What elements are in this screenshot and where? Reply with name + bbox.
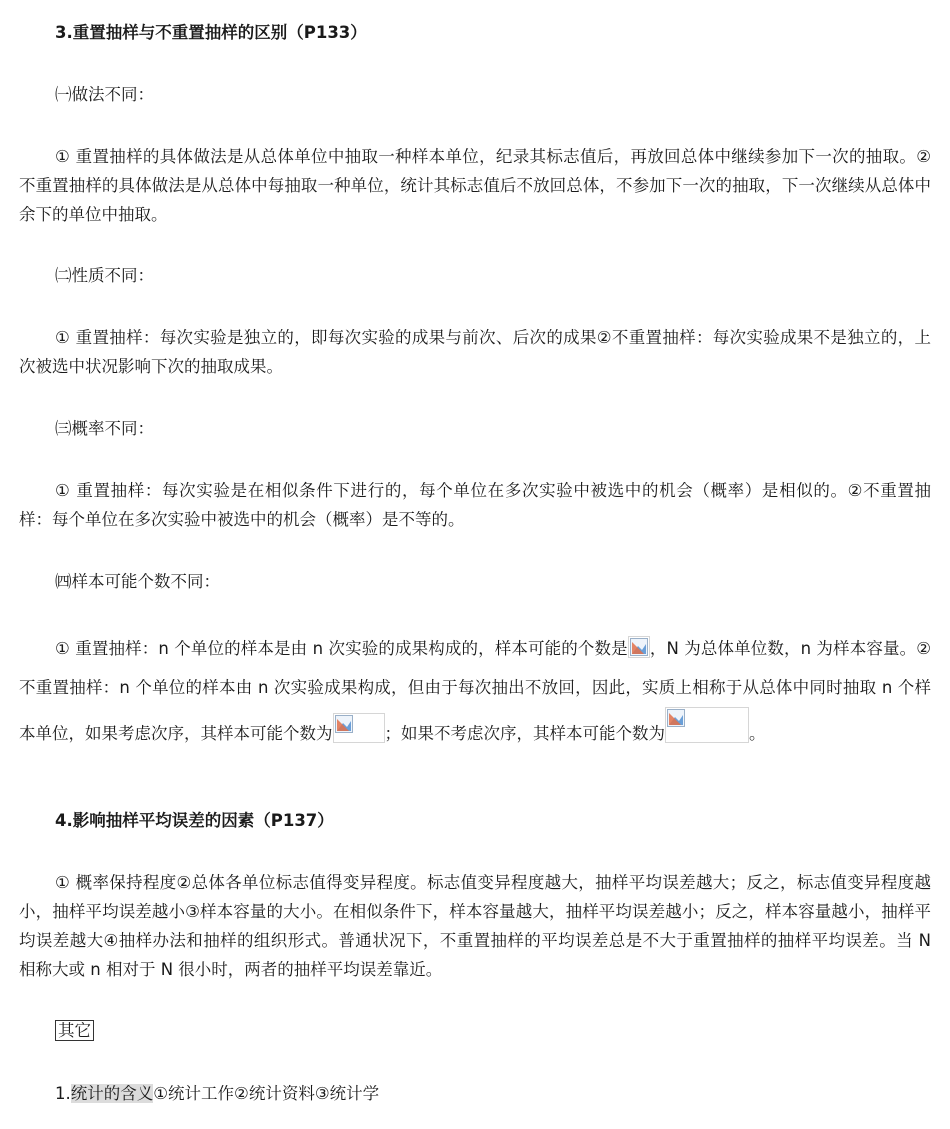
para4-text-c: ；如果不考虑次序，其样本可能个数为 xyxy=(384,724,665,743)
section3-para1: ① 重置抽样的具体做法是从总体单位中抽取一种样本单位，纪录其标志值后，再放回总体中继续参加下一次的抽取。②不重置抽样的具体做法是从总体中每抽取一种单位，统计其标志值后不放回总体，不参加下一次的抽取，下一次继续从总体中余下的单位中抽取。 xyxy=(19,147,931,224)
section4-para: ① 概率保持程度②总体各单位标志值得变异程度。标志值变异程度越大，抽样平均误差越大；反之，标志值变异程度越小，抽样平均误差越小③样本容量的大小。在相似条件下，样本容量越大，抽样平均误差越小；反之，样本容量越小，抽样平均误差越大④抽样办法和抽样的组织形式。普通状况下，不重置抽样的平均误差总是不大于重置抽样的抽样平均误差。当 N 相称大或 n 相对于 N 很小时，两者的抽样平均误差靠近。 xyxy=(19,873,931,979)
section3-sub3: ㈢概率不同： xyxy=(55,419,154,438)
broken-image-icon xyxy=(665,707,749,743)
other-heading-wrap xyxy=(19,1016,931,1045)
section3-sub4: ㈣样本可能个数不同： xyxy=(55,572,220,591)
other-heading: 其它 xyxy=(55,1020,94,1041)
section3-para2: ① 重置抽样：每次实验是独立的，即每次实验的成果与前次、后次的成果②不重置抽样：每次实验成果不是独立的，上次被选中状况影响下次的抽取成果。 xyxy=(19,328,931,376)
para4-text-a: ① 重置抽样：n 个单位的样本是由 n 次实验的成果构成的，样本可能的个数是 xyxy=(55,639,628,658)
section3-heading: 3.重置抽样与不重置抽样的区别（P133） xyxy=(55,23,367,42)
section3-sub1: ㈠做法不同： xyxy=(55,85,154,104)
para4-text-d: 。 xyxy=(749,724,766,743)
para4-text-b: ，N 为总体单位数，n 为样本容量。②不重置抽样：n 个单位的样本由 n 次实验成果构成，但由于每次抽出不放回，因此，实质上相称于从总体中同时抽取 n 个样本单位，如果考虑次序，其样本可能个数为 xyxy=(19,639,931,743)
section3-para4 xyxy=(19,629,931,753)
item1-rest: ①统计工作②统计资料③统计学 xyxy=(153,1084,380,1103)
section3-sub2: ㈡性质不同： xyxy=(55,266,154,285)
other-item1 xyxy=(19,1079,931,1108)
section4-heading: 4.影响抽样平均误差的因素（P137） xyxy=(55,811,334,830)
item1-number: 1. xyxy=(55,1084,71,1103)
broken-image-icon xyxy=(628,636,650,658)
section3-para3: ① 重置抽样：每次实验是在相似条件下进行的，每个单位在多次实验中被选中的机会（概率）是相似的。②不重置抽样：每个单位在多次实验中被选中的机会（概率）是不等的。 xyxy=(19,481,931,529)
broken-image-icon xyxy=(333,713,385,743)
item1-term: 统计的含义 xyxy=(70,1084,154,1103)
